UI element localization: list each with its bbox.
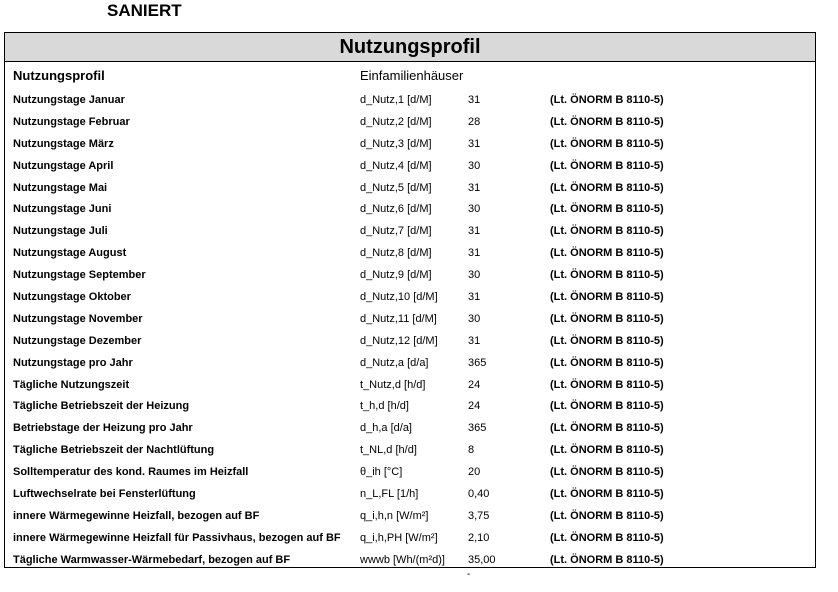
- row-label: Luftwechselrate bei Fensterlüftung: [13, 488, 196, 501]
- table-row: [5, 111, 815, 133]
- row-value: 31: [468, 137, 481, 150]
- row-symbol: t_h,d [h/d]: [360, 400, 409, 413]
- row-source: (Lt. ÖNORM B 8110-5): [550, 115, 664, 128]
- row-symbol: d_Nutz,4 [d/M]: [360, 159, 432, 172]
- table-row: [5, 417, 815, 439]
- table-row: [5, 198, 815, 220]
- parameter-rows: [5, 89, 815, 571]
- row-label: Nutzungstage Dezember: [13, 334, 142, 347]
- row-label: Nutzungstage Oktober: [13, 291, 131, 304]
- row-value: 24: [468, 400, 481, 413]
- row-value: 8: [468, 444, 475, 457]
- table-row: [5, 352, 815, 374]
- row-label: Tägliche Warmwasser-Wärmebedarf, bezogen auf BF: [13, 553, 291, 566]
- row-symbol: d_Nutz,2 [d/M]: [360, 115, 432, 128]
- usage-profile-table: [4, 32, 816, 568]
- table-row: [5, 330, 815, 352]
- row-source: (Lt. ÖNORM B 8110-5): [550, 203, 664, 216]
- table-row: [5, 133, 815, 155]
- row-symbol: q_i,h,n [W/m²]: [360, 509, 429, 522]
- row-value: 365: [468, 356, 487, 369]
- row-value: 31: [468, 334, 481, 347]
- row-label: Nutzungstage März: [13, 137, 114, 150]
- row-symbol: θ_ih [°C]: [360, 466, 403, 479]
- row-source: (Lt. ÖNORM B 8110-5): [550, 509, 664, 522]
- table-row: [5, 374, 815, 396]
- table-row: [5, 527, 815, 549]
- row-label: innere Wärmegewinne Heizfall für Passivhaus, bezogen auf BF: [13, 531, 341, 544]
- row-value: 31: [468, 181, 481, 194]
- row-symbol: wwwb [Wh/(m²d)]: [360, 553, 445, 566]
- row-label: innere Wärmegewinne Heizfall, bezogen auf BF: [13, 509, 260, 522]
- row-label: Tägliche Betriebszeit der Heizung: [13, 400, 190, 413]
- table-row: [5, 220, 815, 242]
- row-value: 30: [468, 159, 481, 172]
- row-symbol: n_L,FL [1/h]: [360, 488, 419, 501]
- table-row: [5, 505, 815, 527]
- page-title: [107, 1, 182, 21]
- row-source: (Lt. ÖNORM B 8110-5): [550, 181, 664, 194]
- table-row: [5, 439, 815, 461]
- row-source: (Lt. ÖNORM B 8110-5): [550, 444, 664, 457]
- row-source: (Lt. ÖNORM B 8110-5): [550, 422, 664, 435]
- row-value: 365: [468, 422, 487, 435]
- row-source: (Lt. ÖNORM B 8110-5): [550, 225, 664, 238]
- row-value: 24: [468, 378, 481, 391]
- row-label: Nutzungstage Juni: [13, 203, 112, 216]
- row-value: 0,40: [468, 488, 490, 501]
- row-symbol: d_Nutz,1 [d/M]: [360, 94, 432, 106]
- table-row: [5, 89, 815, 111]
- row-value: 20: [468, 466, 481, 479]
- row-value: 2,10: [468, 531, 490, 544]
- row-value: 28: [468, 115, 481, 128]
- row-label: Nutzungstage Juli: [13, 225, 108, 238]
- row-value: 30: [468, 312, 481, 325]
- row-source: (Lt. ÖNORM B 8110-5): [550, 137, 664, 150]
- row-source: (Lt. ÖNORM B 8110-5): [550, 400, 664, 413]
- row-source: (Lt. ÖNORM B 8110-5): [550, 488, 664, 501]
- row-symbol: d_Nutz,a [d/a]: [360, 356, 429, 369]
- section-title: Nutzungsprofil: [5, 33, 815, 62]
- row-symbol: t_Nutz,d [h/d]: [360, 378, 426, 391]
- row-label: Solltemperatur des kond. Raumes im Heizfall: [13, 466, 249, 479]
- row-label: Nutzungstage pro Jahr: [13, 356, 133, 369]
- row-value: 31: [468, 247, 481, 260]
- row-symbol: d_Nutz,8 [d/M]: [360, 247, 432, 260]
- table-row: [5, 395, 815, 417]
- row-source: (Lt. ÖNORM B 8110-5): [550, 159, 664, 172]
- table-row: [5, 461, 815, 483]
- row-label: Nutzungstage November: [13, 312, 143, 325]
- profile-header-label: Nutzungsprofil: [13, 68, 105, 83]
- row-symbol: d_Nutz,12 [d/M]: [360, 334, 438, 347]
- row-symbol: t_NL,d [h/d]: [360, 444, 417, 457]
- table-row: [5, 483, 815, 505]
- row-label: Nutzungstage August: [13, 247, 127, 260]
- profile-header-row: [5, 67, 815, 85]
- table-row: [5, 264, 815, 286]
- row-value: 3,75: [468, 509, 490, 522]
- row-label: Nutzungstage Mai: [13, 181, 108, 194]
- row-value: 31: [468, 225, 481, 238]
- row-symbol: d_Nutz,10 [d/M]: [360, 291, 438, 304]
- row-label: Nutzungstage September: [13, 269, 146, 282]
- row-symbol: d_Nutz,5 [d/M]: [360, 181, 432, 194]
- row-source: (Lt. ÖNORM B 8110-5): [550, 247, 664, 260]
- row-source: (Lt. ÖNORM B 8110-5): [550, 356, 664, 369]
- row-label: Tägliche Nutzungszeit: [13, 378, 130, 391]
- row-source: (Lt. ÖNORM B 8110-5): [550, 94, 664, 106]
- row-source: (Lt. ÖNORM B 8110-5): [550, 378, 664, 391]
- row-source: (Lt. ÖNORM B 8110-5): [550, 553, 664, 566]
- row-value: 31: [468, 291, 481, 304]
- row-source: (Lt. ÖNORM B 8110-5): [550, 466, 664, 479]
- row-source: (Lt. ÖNORM B 8110-5): [550, 269, 664, 282]
- row-source: (Lt. ÖNORM B 8110-5): [550, 312, 664, 325]
- row-symbol: q_i,h,PH [W/m²]: [360, 531, 438, 544]
- row-symbol: d_Nutz,6 [d/M]: [360, 203, 432, 216]
- row-value: 31: [468, 94, 481, 106]
- row-value: 35,00: [468, 553, 496, 566]
- row-symbol: d_Nutz,3 [d/M]: [360, 137, 432, 150]
- row-symbol: d_Nutz,9 [d/M]: [360, 269, 432, 282]
- row-symbol: d_Nutz,11 [d/M]: [360, 312, 437, 325]
- table-row: [5, 549, 815, 571]
- row-symbol: d_h,a [d/a]: [360, 422, 412, 435]
- table-row: [5, 286, 815, 308]
- row-source: (Lt. ÖNORM B 8110-5): [550, 531, 664, 544]
- row-label: Nutzungstage Februar: [13, 115, 130, 128]
- row-value: 30: [468, 203, 481, 216]
- table-row: [5, 308, 815, 330]
- footer-mark: -: [467, 569, 471, 580]
- profile-header-value: Einfamilienhäuser: [360, 68, 464, 83]
- table-row: [5, 155, 815, 177]
- row-label: Betriebstage der Heizung pro Jahr: [13, 422, 193, 435]
- row-label: Nutzungstage Januar: [13, 94, 125, 106]
- page-title-text: SANIERT: [107, 1, 182, 20]
- row-source: (Lt. ÖNORM B 8110-5): [550, 291, 664, 304]
- row-source: (Lt. ÖNORM B 8110-5): [550, 334, 664, 347]
- row-label: Nutzungstage April: [13, 159, 114, 172]
- table-row: [5, 177, 815, 199]
- row-symbol: d_Nutz,7 [d/M]: [360, 225, 432, 238]
- table-row: [5, 242, 815, 264]
- row-value: 30: [468, 269, 481, 282]
- row-label: Tägliche Betriebszeit der Nachtlüftung: [13, 444, 215, 457]
